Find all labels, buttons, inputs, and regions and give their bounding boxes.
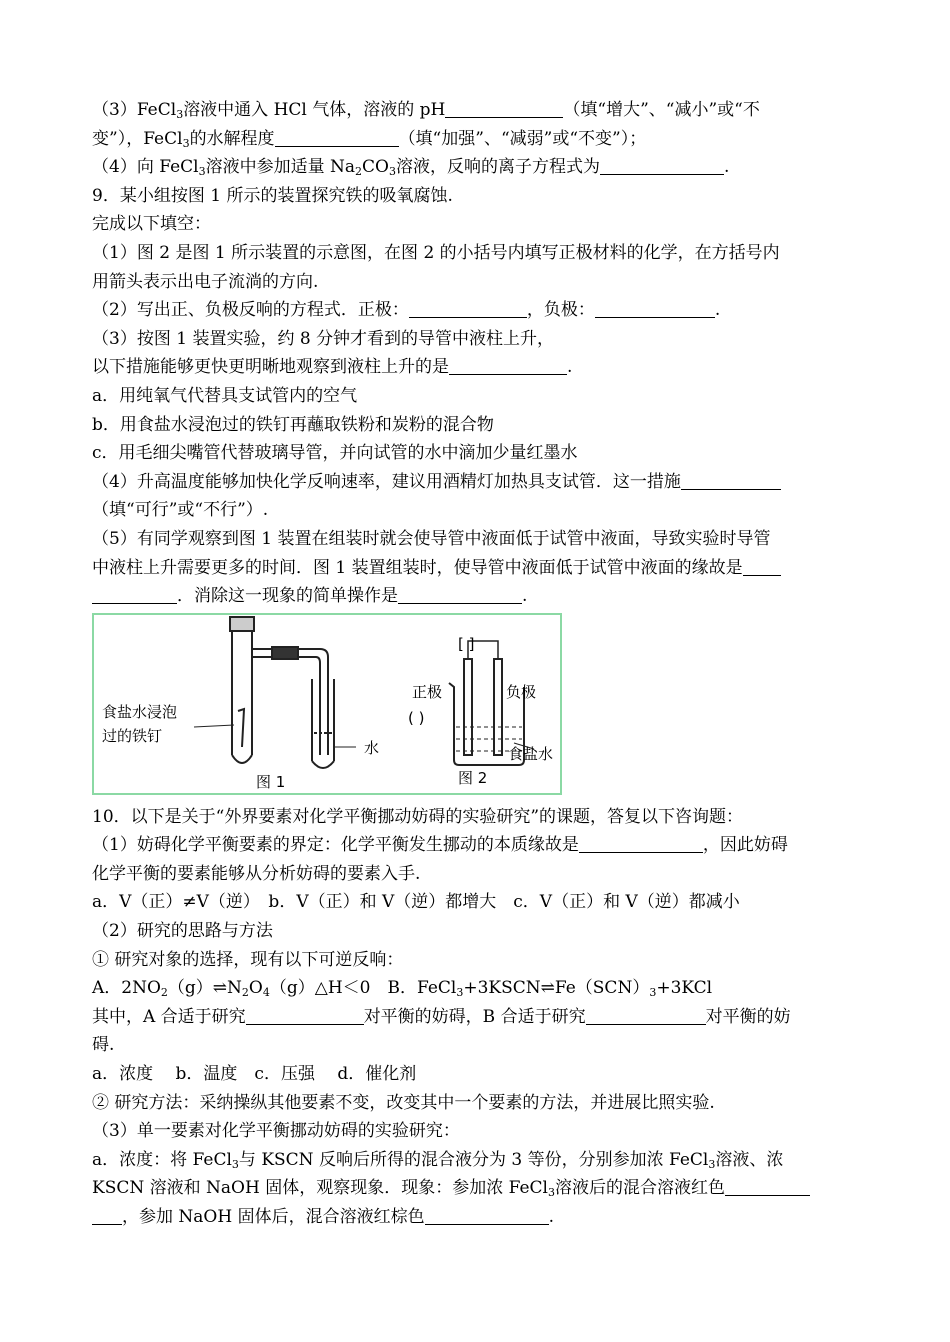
- q9-part1-line1: （1）图 2 是图 1 所示装置的示意图，在图 2 的小括号内填写正极材料的化学，在方括号内: [92, 242, 780, 263]
- q10-part2-1: ① 研究对象的选择，现有以下可逆反响：: [92, 949, 404, 970]
- q9-part5-line3: ．消除这一现象的简单操作是 .: [92, 582, 862, 611]
- answer-blank[interactable]: [595, 299, 715, 318]
- answer-blank[interactable]: [425, 1206, 549, 1225]
- q9-intro: 完成以下填空：: [92, 214, 211, 235]
- answer-blank[interactable]: [409, 299, 527, 318]
- q9-part4-line1: （4）升高温度能够加快化学反响速率，建议用酒精灯加热具支试管．这一措施: [92, 468, 862, 497]
- delivery-tube-inner: [298, 657, 320, 755]
- q9-part2: （2）写出正、负极反响的方程式．正极： ，负极： .: [92, 300, 721, 321]
- q10-part3a-line2: KSCN 溶液和 NaOH 固体，观察现象．现象：参加浓 FeCl$_3$溶液后的混合溶液红色: [92, 1174, 862, 1203]
- figure-1-label: 图 1: [256, 772, 286, 791]
- q10-part3: （3）单一要素对化学平衡挪动妨碍的实验研究：: [92, 1121, 460, 1142]
- q10-part3a-line1: a．浓度：将 FeCl$_3$与 KSCN 反响后所得的混合液分为 3 等份，分别参加浓 FeCl$_3$溶液、浓: [92, 1149, 784, 1171]
- q9-part5-line2: 中液柱上升需要更多的时间．图 1 装置组装时，使导管中液面低于试管中液面的缘故是: [92, 554, 862, 583]
- q10-part2-3: ② 研究方法：采纳操纵其他要素不变，改变其中一个要素的方法，并进展比照实验.: [92, 1092, 715, 1113]
- q10-part1-line1: （1）妨碍化学平衡要素的界定：化学平衡发生挪动的本质缘故是 ，因此妨碍: [92, 835, 788, 856]
- answer-blank[interactable]: [743, 557, 781, 576]
- q8-part4: （4）向 FeCl$_3$溶液中参加适量 $Na_2CO_3$溶液，反响的离子方程式为 .: [92, 157, 730, 179]
- q9-part3-line2: 以下措施能够更快更明晰地观察到液柱上升的是 .: [92, 357, 573, 378]
- answer-blank[interactable]: [725, 1177, 810, 1196]
- q9-title: 9．某小组按图 1 所示的装置探究铁的吸氧腐蚀.: [92, 185, 453, 206]
- figure-2-label: 图 2: [458, 768, 488, 787]
- q9-part5-line1: （5）有同学观察到图 1 装置在组装时就会使导管中液面低于试管中液面，导致实验时导管: [92, 528, 771, 549]
- positive-label: 正极: [412, 682, 443, 701]
- test-tube-bottom: [232, 755, 252, 763]
- answer-blank[interactable]: [275, 128, 399, 147]
- answer-blank[interactable]: [398, 585, 522, 604]
- q10-part2-options: a．浓度 b．温度 c．压强 d．催化剂: [92, 1064, 417, 1085]
- answer-blank[interactable]: [600, 156, 724, 175]
- iron-nail-shape: [238, 709, 244, 747]
- q10-title: 10．以下是关于“外界要素对化学平衡挪动妨碍的实验研究”的课题，答复以下咨询题：: [92, 806, 744, 827]
- answer-blank[interactable]: [449, 356, 567, 375]
- document-page: [92, 96, 862, 1232]
- q10-part1-line2: 化学平衡的要素能够从分析妨碍的要素入手.: [92, 863, 421, 884]
- paren-label: ( ): [408, 708, 425, 727]
- positive-electrode: [464, 659, 472, 755]
- answer-blank[interactable]: [246, 1006, 364, 1025]
- q10-part1-options: a．V（正）≠V（逆） b．V（正）和 V（逆）都增大 c．V（正）和 V（逆）都减小: [92, 892, 740, 913]
- q10-part2-2-line2: 碍.: [92, 1035, 115, 1056]
- q9-option-c: c．用毛细尖嘴管代替玻璃导管，并向试管的水中滴加少量红墨水: [92, 443, 578, 464]
- q9-option-a: a．用纯氧气代替具支试管内的空气: [92, 385, 358, 406]
- q10-part2-2-line1: 其中，A 合适于研究 对平衡的妨碍，B 合适于研究 对平衡的妨: [92, 1006, 791, 1027]
- apparatus-figure: [92, 613, 562, 795]
- answer-blank[interactable]: [681, 471, 781, 490]
- stopper-shape: [230, 617, 254, 631]
- q9-option-b: b．用食盐水浸泡过的铁钉再蘸取铁粉和炭粉的混合物: [92, 414, 494, 435]
- answer-blank[interactable]: [92, 585, 177, 604]
- negative-label: 负极: [506, 682, 537, 701]
- negative-electrode: [494, 659, 502, 755]
- q9-part4-line2: （填“可行”或“不行”）.: [92, 500, 269, 521]
- nail-pointer: [194, 725, 234, 727]
- q10-reactions: A．$2NO_2(g)\rightleftharpoons N_2O_4(g)\triangle H<0$ B．$FeCl_3+3KSCN\rightleftharpoons Fe(SCN)_3+3KCl$: [92, 978, 713, 1000]
- q9-part3-line1: （3）按图 1 装置实验，约 8 分钟才看到的导管中液柱上升，: [92, 328, 555, 349]
- answer-blank[interactable]: [579, 834, 703, 853]
- answer-blank[interactable]: [586, 1006, 706, 1025]
- brine-label: 食盐水: [508, 744, 554, 763]
- rubber-tube-shape: [272, 647, 298, 659]
- bracket-label: [ ]: [458, 634, 475, 653]
- q10-part2: （2）研究的思路与方法: [92, 921, 273, 942]
- q9-part1-line2: 用箭头表示出电子流淌的方向.: [92, 271, 319, 292]
- nail-label-1: 食盐水浸泡: [102, 702, 178, 721]
- q8-part3-line1: （3）FeCl$_3$溶液中通入 HCl 气体，溶液的 pH （填“增大”、“减小”或“不: [92, 100, 760, 121]
- nail-label-2: 过的铁钉: [102, 726, 163, 745]
- water-label: 水: [364, 738, 380, 757]
- q10-part3a-line3: ，参加 NaOH 固体后，混合溶液红棕色 .: [92, 1203, 862, 1232]
- answer-blank[interactable]: [445, 99, 563, 118]
- q8-part3-line2: 变”），FeCl$_3$的水解程度 （填“加强”、“减弱”或“不变”）；: [92, 128, 647, 150]
- answer-blank[interactable]: [92, 1206, 122, 1225]
